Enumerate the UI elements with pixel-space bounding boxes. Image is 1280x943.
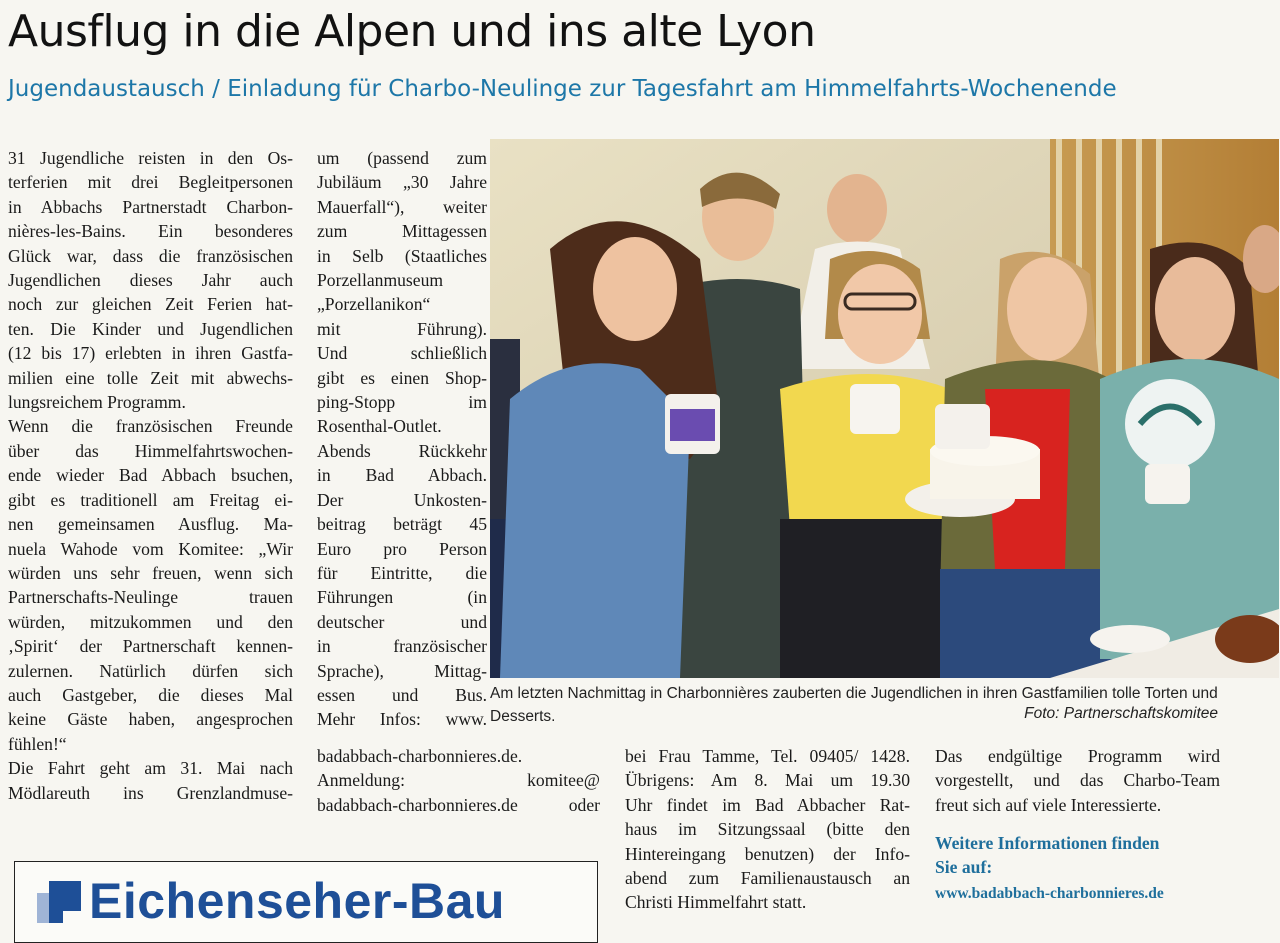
text-line: Mauerfall“), weiter <box>317 196 487 217</box>
text-line: in französischer <box>317 636 487 657</box>
text-line: Porzellanmuseum <box>317 270 444 291</box>
photo-credit: Foto: Partnerschaftskomitee <box>1024 705 1218 722</box>
text-line: Uhr findet im Bad Abbacher Rat- <box>625 794 910 815</box>
text-line: lungsreichem Programm. <box>8 392 186 413</box>
text-line: mit Führung). <box>317 318 487 339</box>
text-line: Jubiläum „30 Jahre <box>317 172 487 193</box>
text-line: Die Fahrt geht am 31. Mai nach <box>8 758 293 779</box>
text-line: auch Gastgeber, die dieses Mal <box>8 684 293 705</box>
text-line: nuela Wahode vom Komitee: „Wir <box>8 538 293 559</box>
text-line: Mödlareuth ins Grenzlandmuse- <box>8 782 293 803</box>
text-line: in Selb (Staatliches <box>317 245 487 266</box>
info-title <box>935 831 1220 879</box>
text-line: nen gemeinsamen Ausflug. Ma- <box>8 514 293 535</box>
text-line: über das Himmelfahrtswochen- <box>8 440 293 461</box>
text-line: würden uns sehr freuen, wenn sich <box>8 562 293 583</box>
text-line: Rosenthal-Outlet. <box>317 416 442 437</box>
headline: Ausflug in die Alpen und ins alte Lyon <box>8 6 816 57</box>
text-line: würden, mitzukommen und den <box>8 611 293 632</box>
text-line: gibt es einen Shop- <box>317 367 487 388</box>
info-title-line-1: Weitere Informationen finden <box>935 833 1160 854</box>
article-column-2 <box>317 146 487 732</box>
article-column-2-continued <box>317 744 600 817</box>
text-line: beitrag beträgt 45 <box>317 514 487 535</box>
text-line: vorgestellt, und das Charbo-Team <box>935 770 1220 791</box>
text-line: noch zur gleichen Zeit Ferien hat- <box>8 294 293 315</box>
text-line: ende wieder Bad Abbach bsuchen, <box>8 465 293 486</box>
text-line: Führungen (in <box>317 587 487 608</box>
article-column-3 <box>625 744 910 915</box>
text-line: freut sich auf viele Interessierte. <box>935 794 1162 815</box>
text-line: in Bad Abbach. <box>317 465 487 486</box>
text-line: badabbach-charbonnieres.de. <box>317 746 523 766</box>
text-line: Christi Himmelfahrt statt. <box>625 892 807 913</box>
text-line: essen und Bus. <box>317 684 487 705</box>
advertisement-banner[interactable] <box>14 861 598 943</box>
text-line: Und schließlich <box>317 343 487 364</box>
text-line: fühlen!“ <box>8 733 67 754</box>
text-line: Partnerschafts-Neulinge trauen <box>8 587 293 608</box>
text-line: Mehr Infos: www. <box>317 709 487 730</box>
info-title-line-2: Sie auf: <box>935 857 993 878</box>
photo-image <box>490 139 1279 678</box>
text-line: für Eintritte, die <box>317 562 487 583</box>
text-line: Das endgültige Programm wird <box>935 746 1220 766</box>
article-column-4 <box>935 744 1220 907</box>
text-line: Jugendlichen dieses Jahr auch <box>8 270 293 291</box>
text-line: um (passend zum <box>317 148 487 168</box>
text-line: bei Frau Tamme, Tel. 09405/ 1428. <box>625 746 910 766</box>
text-line: haus im Sitzungssaal (bitte den <box>625 819 910 840</box>
text-line: Wenn die französischen Freunde <box>8 416 293 437</box>
text-line: ten. Die Kinder und Jugendlichen <box>8 318 293 339</box>
text-line: Sprache), Mittag- <box>317 660 487 681</box>
text-line: Übrigens: Am 8. Mai um 19.30 <box>625 770 910 791</box>
text-line: nières-les-Bains. Ein besonderes <box>8 221 293 242</box>
text-line: milien eine tolle Zeit mit abwechs- <box>8 367 293 388</box>
text-line: terferien mit drei Begleitpersonen <box>8 172 293 193</box>
text-line: deutscher und <box>317 611 487 632</box>
text-line: abend zum Familienaustausch an <box>625 868 910 889</box>
text-line: zum Mittagessen <box>317 221 487 242</box>
info-url-link[interactable]: www.badabbach-charbonnieres.de <box>935 885 1164 903</box>
text-line: Der Unkosten- <box>317 489 487 510</box>
text-line: keine Gäste haben, angesprochen <box>8 709 293 730</box>
eichenseher-logo-icon <box>37 881 81 925</box>
text-line: Glück war, dass die französischen <box>8 245 293 266</box>
text-line: ‚Spirit‘ der Partnerschaft kennen- <box>8 636 293 657</box>
ad-brand-name: Eichenseher-Bau <box>89 873 505 929</box>
text-line: in Abbachs Partnerstadt Charbon- <box>8 196 293 217</box>
text-line: badabbach-charbonnieres.de oder <box>317 794 600 815</box>
text-line: ping-Stopp im <box>317 392 487 413</box>
photo-caption: Am letzten Nachmittag in Charbonnières zauberten die Jugendlichen in ihren Gastfamilien tolle Torten und Desserts. <box>490 685 1218 725</box>
text-line: Abends Rückkehr <box>317 440 487 461</box>
subheadline: Jugendaustausch / Einladung für Charbo-Neulinge zur Tagesfahrt am Himmelfahrts-Wochenende <box>8 76 1117 102</box>
text-line: Anmeldung: komitee@ <box>317 770 600 791</box>
text-line: „Porzellanikon“ <box>317 294 431 315</box>
text-line: Hintereingang benutzen) der Info- <box>625 843 910 864</box>
text-line: gibt es traditionell am Freitag ei- <box>8 489 293 510</box>
article-column-1 <box>8 146 293 805</box>
text-line: 31 Jugendliche reisten in den Os- <box>8 148 293 168</box>
text-line: zulernen. Natürlich dürfen sich <box>8 660 293 681</box>
text-line: Euro pro Person <box>317 538 487 559</box>
text-line: (12 bis 17) erlebten in ihren Gastfa- <box>8 343 293 364</box>
